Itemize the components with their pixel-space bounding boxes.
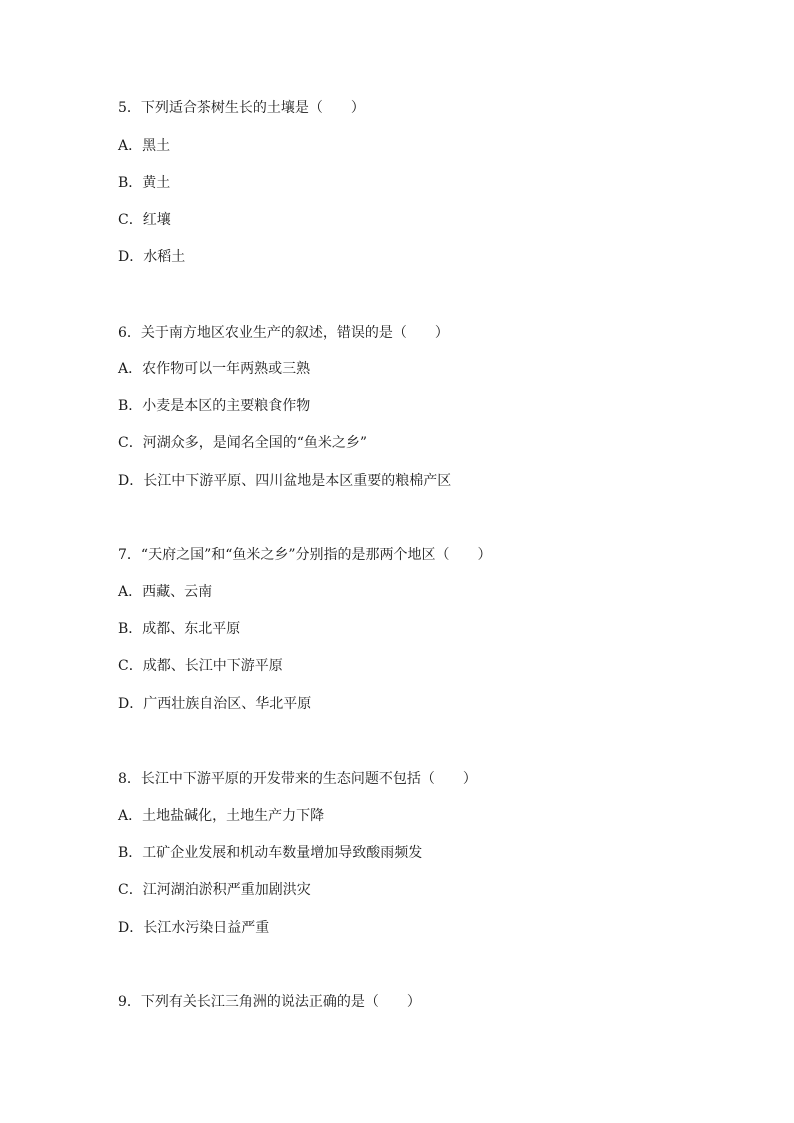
question-stem: 6．关于南方地区农业生产的叙述，错误的是（ ） [118, 325, 449, 341]
question-stem: 7．“天府之国”和“鱼米之乡”分别指的是那两个地区（ ） [118, 547, 492, 563]
option-d: D．水稻土 [118, 249, 186, 265]
option-a: A．西藏、云南 [118, 584, 213, 600]
option-c: C．江河湖泊淤积严重加剧洪灾 [118, 882, 311, 898]
option-c: C．河湖众多，是闻名全国的“鱼米之乡” [118, 435, 368, 451]
question-stem: 8．长江中下游平原的开发带来的生态问题不包括（ ） [118, 771, 477, 787]
option-a: A．黑土 [118, 138, 171, 154]
option-b: B．成都、东北平原 [118, 621, 241, 637]
option-b: B．黄土 [118, 175, 171, 191]
option-a: A．土地盐碱化，土地生产力下降 [118, 808, 325, 824]
option-d: D．广西壮族自治区、华北平原 [118, 696, 312, 712]
option-c: C．红壤 [118, 212, 171, 228]
question-stem: 5．下列适合茶树生长的土壤是（ ） [118, 100, 365, 116]
question-stem: 9．下列有关长江三角洲的说法正确的是（ ） [118, 994, 421, 1010]
option-d: D．长江中下游平原、四川盆地是本区重要的粮棉产区 [118, 473, 452, 489]
option-b: B．工矿企业发展和机动车数量增加导致酸雨频发 [118, 845, 423, 861]
option-a: A．农作物可以一年两熟或三熟 [118, 361, 311, 377]
option-d: D．长江水污染日益严重 [118, 920, 270, 936]
option-c: C．成都、长江中下游平原 [118, 658, 283, 674]
option-b: B．小麦是本区的主要粮食作物 [118, 398, 311, 414]
